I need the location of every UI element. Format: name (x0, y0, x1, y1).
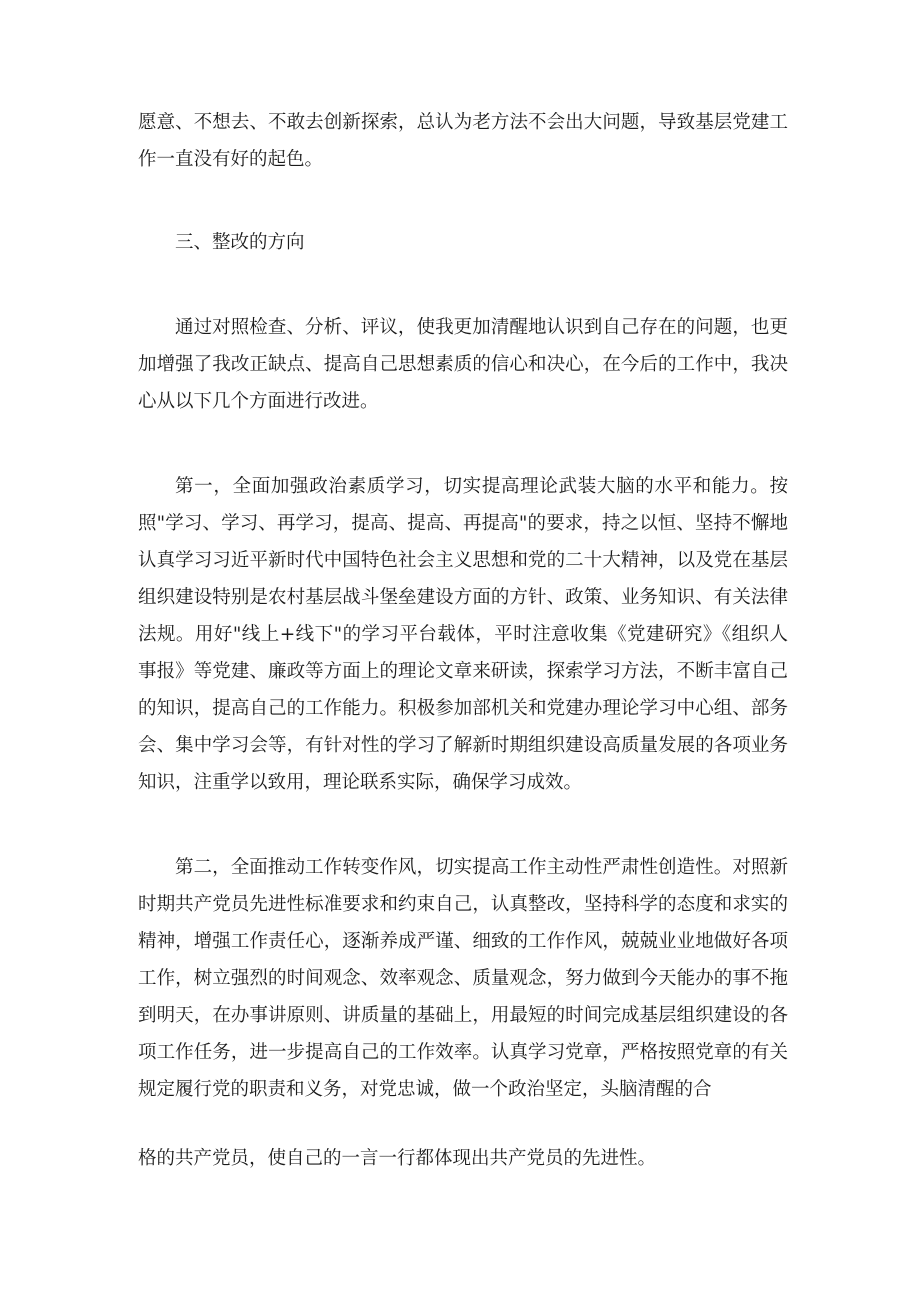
section-heading-rectification-direction: 三、整改的方向 (175, 232, 305, 253)
paragraph-second-point: 第二，全面推动工作转变作风，切实提高工作主动性严肃性创造性。对照新时期共产党员先进性标准要求和约束自己，认真整改，坚持科学的态度和求实的精神，增强工作责任心，逐渐养成严谨、细致的工作作风，兢兢业业地做好各项工作，树立强烈的时间观念、效率观念、质量观念，努力做到今天能办的事不拖到明天，在办事讲原则、讲质量的基础上，用最短的时间完成基层组织建设的各项工作任务，进一步提高自己的工作效率。认真学习党章，严格按照党章的有关规定履行党的职责和义务，对党忠诚，做一个政治坚定，头脑清醒的合 (138, 857, 788, 1100)
paragraph-intro: 通过对照检查、分析、评议，使我更加清醒地认识到自己存在的问题，也更加增强了我改正缺点、提高自己思想素质的信心和决心，在今后的工作中，我决心从以下几个方面进行改进。 (138, 317, 788, 412)
paragraph-second-point-continued: 格的共产党员，使自己的一言一行都体现出共产党员的先进性。 (138, 1148, 657, 1169)
document-body (138, 104, 788, 1177)
paragraph-first-point: 第一，全面加强政治素质学习，切实提高理论武装大脑的水平和能力。按照"学习、学习、再学习，提高、提高、再提高"的要求，持之以恒、坚持不懈地认真学习习近平新时代中国特色社会主义思想和党的二十大精神，以及党在基层组织建设特别是农村基层战斗堡垒建设方面的方针、政策、业务知识、有关法律法规。用好"线上+线下"的学习平台载体，平时注意收集《党建研究》《组织人事报》等党建、廉政等方面上的理论文章来研读，探索学习方法，不断丰富自己的知识，提高自己的工作能力。积极参加部机关和党建办理论学习中心组、部务会、集中学习会等，有针对性的学习了解新时期组织建设高质量发展的各项业务知识，注重学以致用，理论联系实际，确保学习成效。 (138, 476, 788, 793)
paragraph-continuation: 愿意、不想去、不敢去创新探索，总认为老方法不会出大问题，导致基层党建工作一直没有好的起色。 (138, 112, 788, 170)
